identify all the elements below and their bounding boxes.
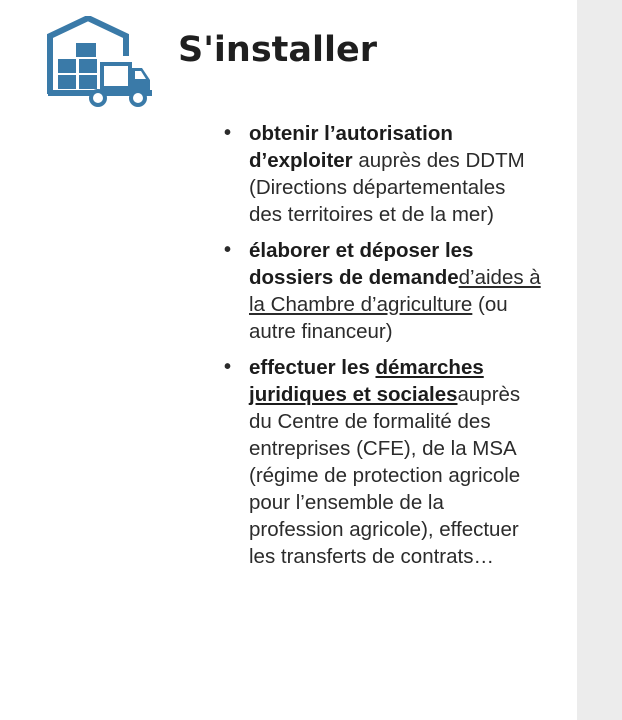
aides-chambre-agriculture-link[interactable]: d’aides à la Chambre d’agriculture (249, 266, 541, 316)
list-item (224, 354, 544, 570)
steps-list (224, 120, 544, 579)
item-bold-text: effectuer les (249, 356, 376, 379)
list-item (224, 120, 544, 228)
item-text: auprès des DDTM (Directions départementales des territoires et de la mer) (249, 149, 525, 226)
demarches-juridiques-link[interactable]: démarches juridiques et sociales (249, 356, 484, 406)
warehouse-truck-icon (46, 16, 154, 108)
item-text: (ou autre financeur) (249, 293, 508, 343)
item-bold-text: obtenir l’autorisation d’exploiter (249, 122, 453, 172)
bullet: • (224, 122, 232, 144)
bullet: • (224, 356, 232, 378)
page-title: S'installer (178, 30, 378, 70)
item-bold-text: élaborer et déposer les dossiers de demande (249, 239, 474, 289)
item-text: auprès du Centre de formalité des entreprises (CFE), de la MSA (régime de protection agricole pour l’ensemble de la profession agricole), effectuer les transferts de contrats… (249, 383, 521, 568)
bullet: • (224, 239, 232, 261)
sidebar-panel (577, 0, 622, 720)
list-item (224, 237, 544, 345)
